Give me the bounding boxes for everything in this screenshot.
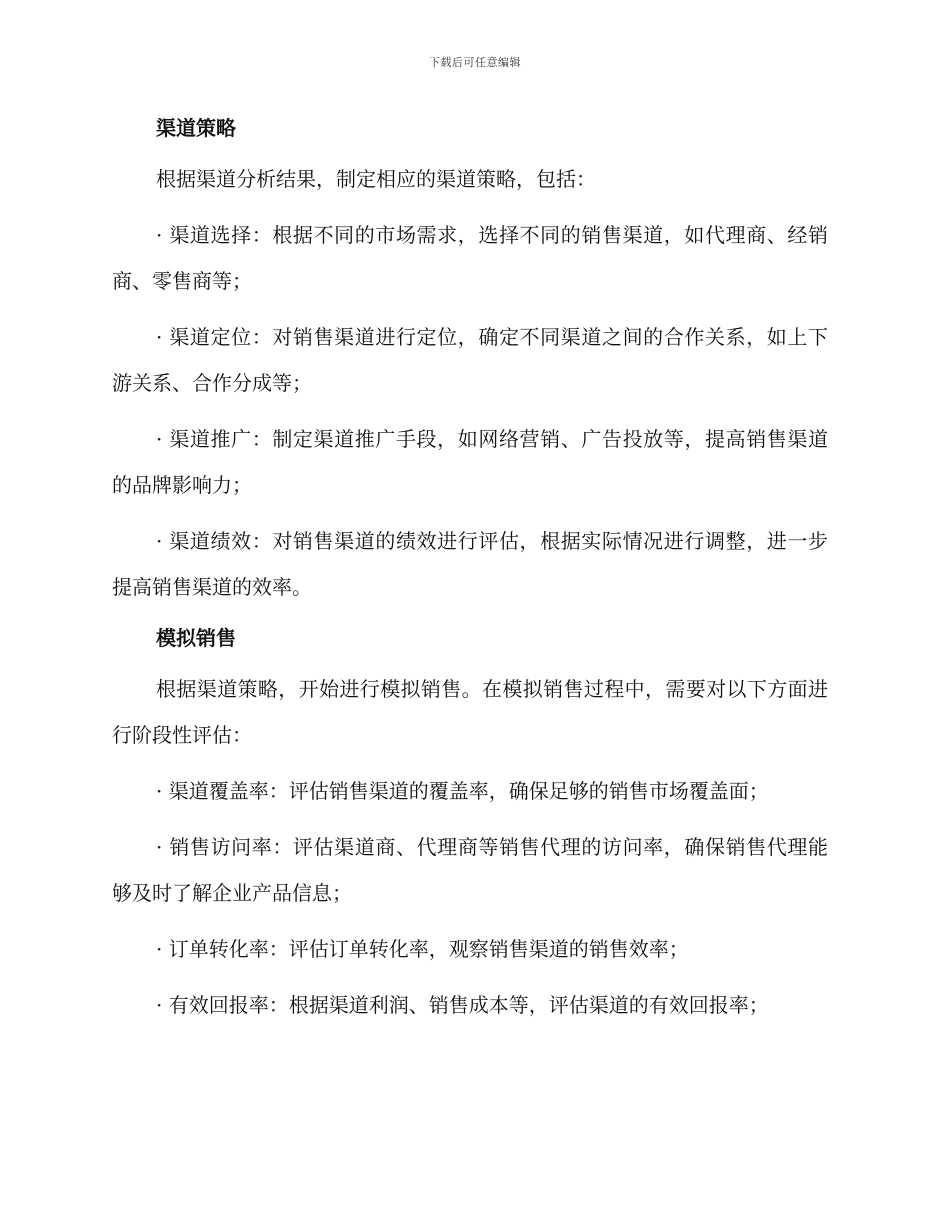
bullet-effective-return: · 有效回报率：根据渠道利润、销售成本等，评估渠道的有效回报率； <box>156 993 769 1017</box>
section-heading-channel-strategy: 渠道策略 <box>156 116 236 140</box>
page-header: 下载后可任意编辑 <box>429 56 521 69</box>
bullet-channel-coverage: · 渠道覆盖率：评估销售渠道的覆盖率，确保足够的销售市场覆盖面； <box>156 779 769 803</box>
section-intro-simulated-sales: 根据渠道策略，开始进行模拟销售。在模拟销售过程中，需要对以下方面进行阶段性评估： <box>112 677 828 747</box>
bullet-channel-positioning: · 渠道定位：对销售渠道进行定位，确定不同渠道之间的合作关系，如上下游关系、合作分成等； <box>112 325 828 395</box>
document-body <box>112 110 828 1038</box>
bullet-channel-selection: · 渠道选择：根据不同的市场需求，选择不同的销售渠道，如代理商、经销商、零售商等； <box>112 223 828 293</box>
bullet-sales-visit-rate: · 销售访问率：评估渠道商、代理商等销售代理的访问率，确保销售代理能够及时了解企业产品信息； <box>112 835 828 905</box>
bullet-order-conversion: · 订单转化率：评估订单转化率，观察销售渠道的销售效率； <box>156 937 689 961</box>
section-heading-simulated-sales: 模拟销售 <box>156 626 236 650</box>
bullet-channel-performance: · 渠道绩效：对销售渠道的绩效进行评估，根据实际情况进行调整，进一步提高销售渠道的效率。 <box>112 529 828 599</box>
section-intro-channel-strategy: 根据渠道分析结果，制定相应的渠道策略，包括： <box>156 167 596 191</box>
bullet-channel-promotion: · 渠道推广：制定渠道推广手段，如网络营销、广告投放等，提高销售渠道的品牌影响力； <box>112 427 828 497</box>
